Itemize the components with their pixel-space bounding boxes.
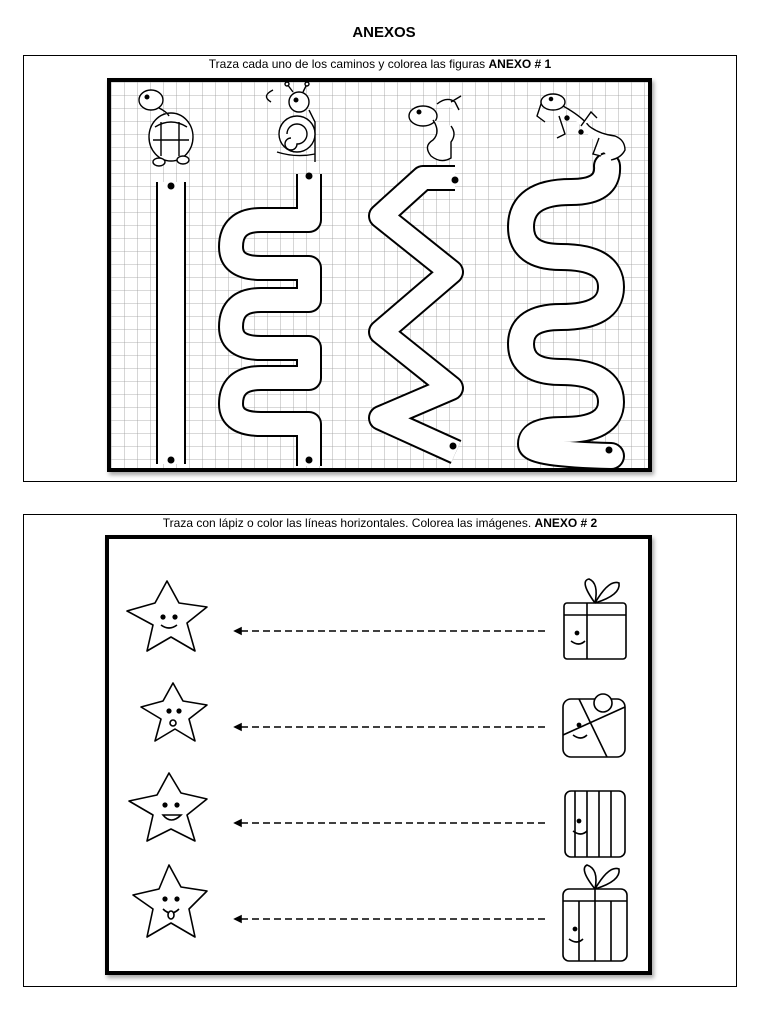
gift-box-face-icon [565, 791, 625, 857]
gift-box-face-icon [563, 694, 625, 757]
tracing-paths-worksheet [107, 78, 652, 472]
annex-2-section [23, 514, 737, 987]
annex-1-label: ANEXO # 1 [488, 57, 552, 71]
page-title: ANEXOS [352, 24, 416, 41]
gift-box-face-icon [563, 865, 627, 961]
end-dot [606, 447, 613, 454]
annex-2-caption [24, 516, 736, 530]
annex-2-instruction: Traza con lápiz o color las líneas horizontales. Colorea las imágenes. [162, 516, 532, 530]
tracing-paths-svg [111, 82, 648, 468]
end-dot [306, 457, 313, 464]
start-dot [306, 173, 313, 180]
annex-1-instruction: Traza cada uno de los caminos y colorea las figuras [208, 57, 486, 71]
star-face-icon [141, 683, 207, 741]
star-face-icon [129, 773, 207, 841]
horizontal-lines-svg [109, 539, 648, 971]
star-face-icon [133, 865, 207, 937]
annex-1-section [23, 55, 737, 482]
gift-box-face-icon [564, 579, 626, 659]
star-face-icon [127, 581, 207, 651]
annex-2-label: ANEXO # 2 [534, 516, 598, 530]
dashed-tracing-line [235, 916, 549, 922]
dashed-tracing-line [235, 724, 549, 730]
path-straight [157, 182, 185, 464]
end-dot [450, 443, 457, 450]
start-dot [452, 177, 459, 184]
end-dot [168, 457, 175, 464]
dashed-tracing-line [235, 820, 549, 826]
start-dot [168, 183, 175, 190]
dashed-tracing-line [235, 628, 549, 634]
annex-1-caption [24, 57, 736, 71]
horizontal-lines-worksheet [105, 535, 652, 975]
